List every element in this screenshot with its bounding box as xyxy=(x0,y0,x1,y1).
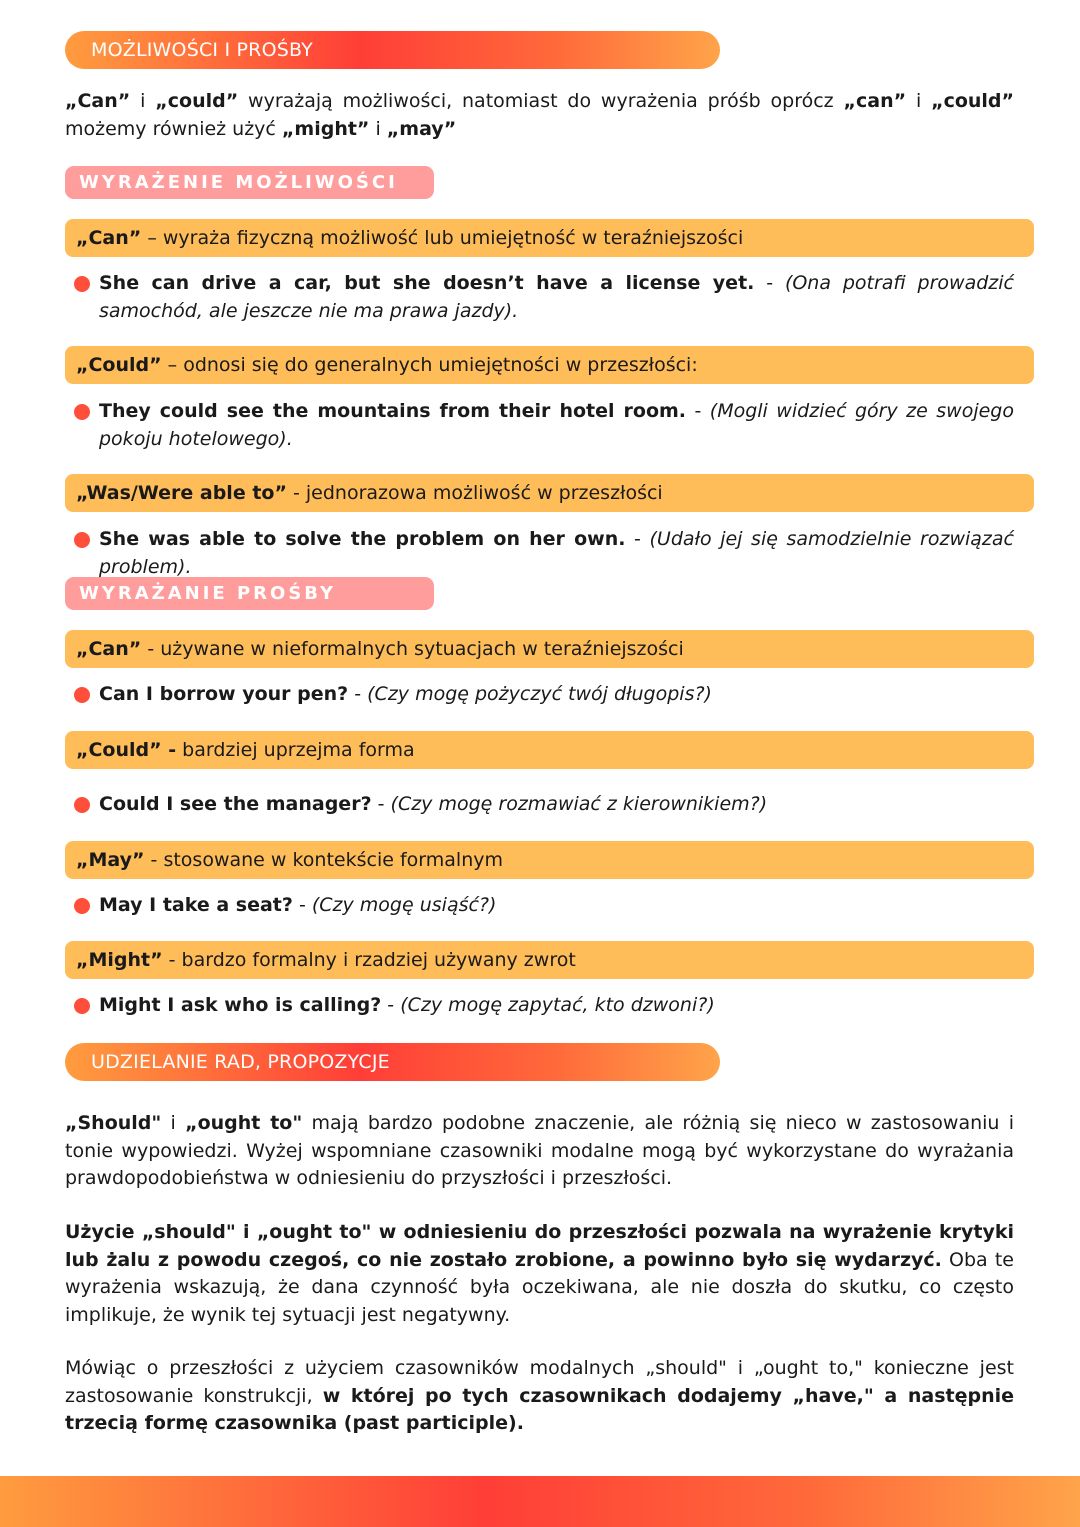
bullet-dot-icon xyxy=(74,998,90,1014)
section-title-possibilities-requests: MOŻLIWOŚCI I PROŚBY xyxy=(65,31,720,69)
example-item: Can I borrow your pen? - (Czy mogę pożyczyć twój długopis?) xyxy=(72,681,1014,709)
section-title-advice-suggestions: UDZIELANIE RAD, PROPOZYCJE xyxy=(65,1043,720,1081)
example-item: She was able to solve the problem on her own. - (Udało jej się samodzielnie rozwiązać problem). xyxy=(72,526,1014,581)
advice-paragraph-3: Mówiąc o przeszłości z użyciem czasowników modalnych „should" i „ought to," konieczne jest zastosowanie konstrukcji, w której po tych czasownikach dodajemy „have," a następnie trzecią formę czasownika (past participle). xyxy=(65,1357,1014,1434)
bullet-dot-icon xyxy=(74,532,90,548)
bullet-dot-icon xyxy=(74,687,90,703)
example-item: May I take a seat? - (Czy mogę usiąść?) xyxy=(72,892,1014,920)
footer-decoration-bar xyxy=(0,1476,1080,1527)
advice-paragraph-1: „Should" i „ought to" mają bardzo podobne znaczenie, ale różnią się nieco w zastosowaniu i tonie wypowiedzi. Wyżej wspomniane czasowniki modalne mogą być wykorzystane do wyrażania prawdopodobieństwa w odniesieniu do przyszłości i przeszłości. xyxy=(65,1112,1015,1189)
example-item: Could I see the manager? - (Czy mogę rozmawiać z kierownikiem?) xyxy=(72,791,1014,819)
rule-bar-might-request: „Might” - bardzo formalny i rzadziej używany zwrot xyxy=(65,941,1034,979)
rule-bar-could-possibility: „Could” – odnosi się do generalnych umiejętności w przeszłości: xyxy=(65,346,1034,384)
example-item: Might I ask who is calling? - (Czy mogę zapytać, kto dzwoni?) xyxy=(72,992,1014,1020)
bullet-dot-icon xyxy=(74,898,90,914)
bullet-dot-icon xyxy=(74,276,90,292)
rule-bar-could-request: „Could” - bardziej uprzejma forma xyxy=(65,731,1034,769)
rule-bar-was-were-able-to: „Was/Were able to” - jednorazowa możliwość w przeszłości xyxy=(65,474,1034,512)
subheading-request: WYRAŻANIE PROŚBY xyxy=(65,577,434,610)
rule-bar-can-request: „Can” - używane w nieformalnych sytuacjach w teraźniejszości xyxy=(65,630,1034,668)
example-item: She can drive a car, but she doesn’t have a license yet. - (Ona potrafi prowadzić samochód, ale jeszcze nie ma prawa jazdy). xyxy=(72,270,1014,325)
rule-bar-can-possibility: „Can” – wyraża fizyczną możliwość lub umiejętność w teraźniejszości xyxy=(65,219,1034,257)
bullet-dot-icon xyxy=(74,797,90,813)
bullet-dot-icon xyxy=(74,404,90,420)
intro-paragraph: „Can” i „could” wyrażają możliwości, natomiast do wyrażenia próśb oprócz „can” i „could” możemy również użyć „might” i „may” xyxy=(65,90,1015,140)
advice-paragraph-2: Użycie „should" i „ought to" w odniesieniu do przeszłości pozwala na wyrażenie krytyki lub żalu z powodu czegoś, co nie zostało zrobione, a powinno było się wydarzyć. Oba te wyrażenia wskazują, że dana czynność była oczekiwana, ale nie doszła do skutku, co często implikuje, że wynik tej sytuacji jest negatywny. xyxy=(65,1221,1014,1326)
rule-bar-may-request: „May” - stosowane w kontekście formalnym xyxy=(65,841,1034,879)
example-item: They could see the mountains from their hotel room. - (Mogli widzieć góry ze swojego pokoju hotelowego). xyxy=(72,398,1014,453)
subheading-possibility: WYRAŻENIE MOŻLIWOŚCI xyxy=(65,166,434,199)
